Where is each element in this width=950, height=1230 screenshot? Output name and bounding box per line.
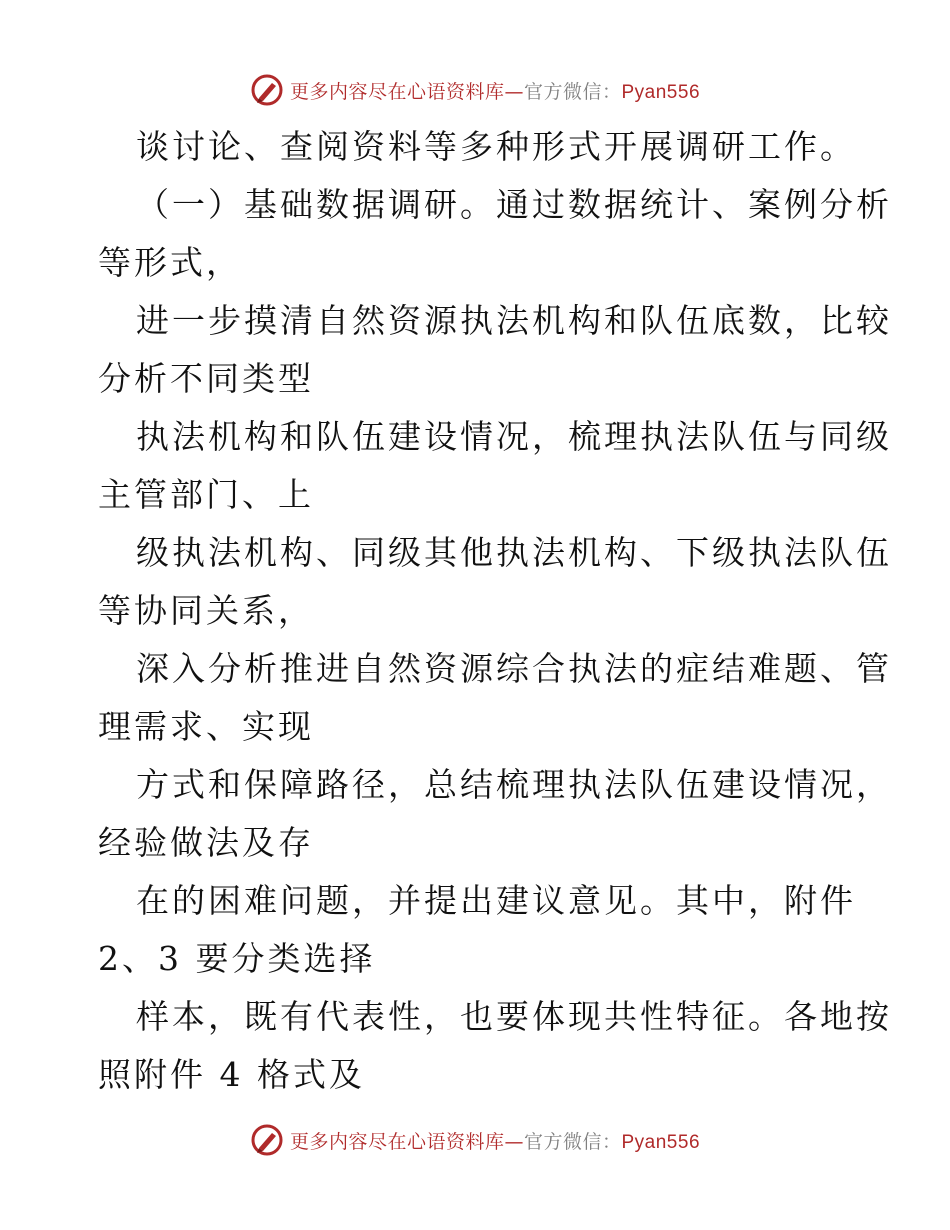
banner-official-label: 官方微信： xyxy=(523,1130,622,1153)
text-line: 深入分析推进自然资源综合执法的症结难题、管 xyxy=(136,649,892,688)
pen-logo-icon xyxy=(250,73,284,107)
header-banner-text xyxy=(290,77,700,104)
footer-banner xyxy=(0,1120,950,1160)
banner-wechat-id: Pyan556 xyxy=(621,1131,701,1153)
text-line: 进一步摸清自然资源执法机构和队伍底数，比较 xyxy=(136,301,892,340)
banner-main-text: 更多内容尽在心语资料库 xyxy=(289,1130,505,1153)
banner-main-text: 更多内容尽在心语资料库 xyxy=(289,80,505,103)
document-body xyxy=(98,118,892,1104)
text-line: 经验做法及存 xyxy=(98,823,314,862)
text-line: 执法机构和队伍建设情况，梳理执法队伍与同级 xyxy=(136,417,892,456)
text-line: 分析不同类型 xyxy=(98,359,314,398)
text-line: （一）基础数据调研。通过数据统计、案例分析 xyxy=(136,185,892,224)
text-line: 照附件 4 格式及 xyxy=(98,1055,365,1094)
banner-dash: — xyxy=(504,1130,524,1153)
text-line: 样本，既有代表性，也要体现共性特征。各地按 xyxy=(136,997,892,1036)
text-line: 理需求、实现 xyxy=(98,707,314,746)
text-line: 谈讨论、查阅资料等多种形式开展调研工作。 xyxy=(136,127,856,166)
banner-wechat-id: Pyan556 xyxy=(621,81,701,103)
text-line: 方式和保障路径，总结梳理执法队伍建设情况， xyxy=(136,765,892,804)
text-line: 级执法机构、同级其他执法机构、下级执法队伍 xyxy=(136,533,892,572)
header-banner xyxy=(0,70,950,110)
text-line: 等形式， xyxy=(98,243,242,282)
text-line: 在的困难问题，并提出建议意见。其中，附件 xyxy=(136,881,856,920)
text-line: 等协同关系， xyxy=(98,591,314,630)
text-line: 2、3 要分类选择 xyxy=(98,939,376,978)
banner-dash: — xyxy=(504,80,524,103)
footer-banner-text xyxy=(290,1127,700,1154)
pen-logo-icon xyxy=(250,1123,284,1157)
text-line: 主管部门、上 xyxy=(98,475,314,514)
banner-official-label: 官方微信： xyxy=(523,80,622,103)
